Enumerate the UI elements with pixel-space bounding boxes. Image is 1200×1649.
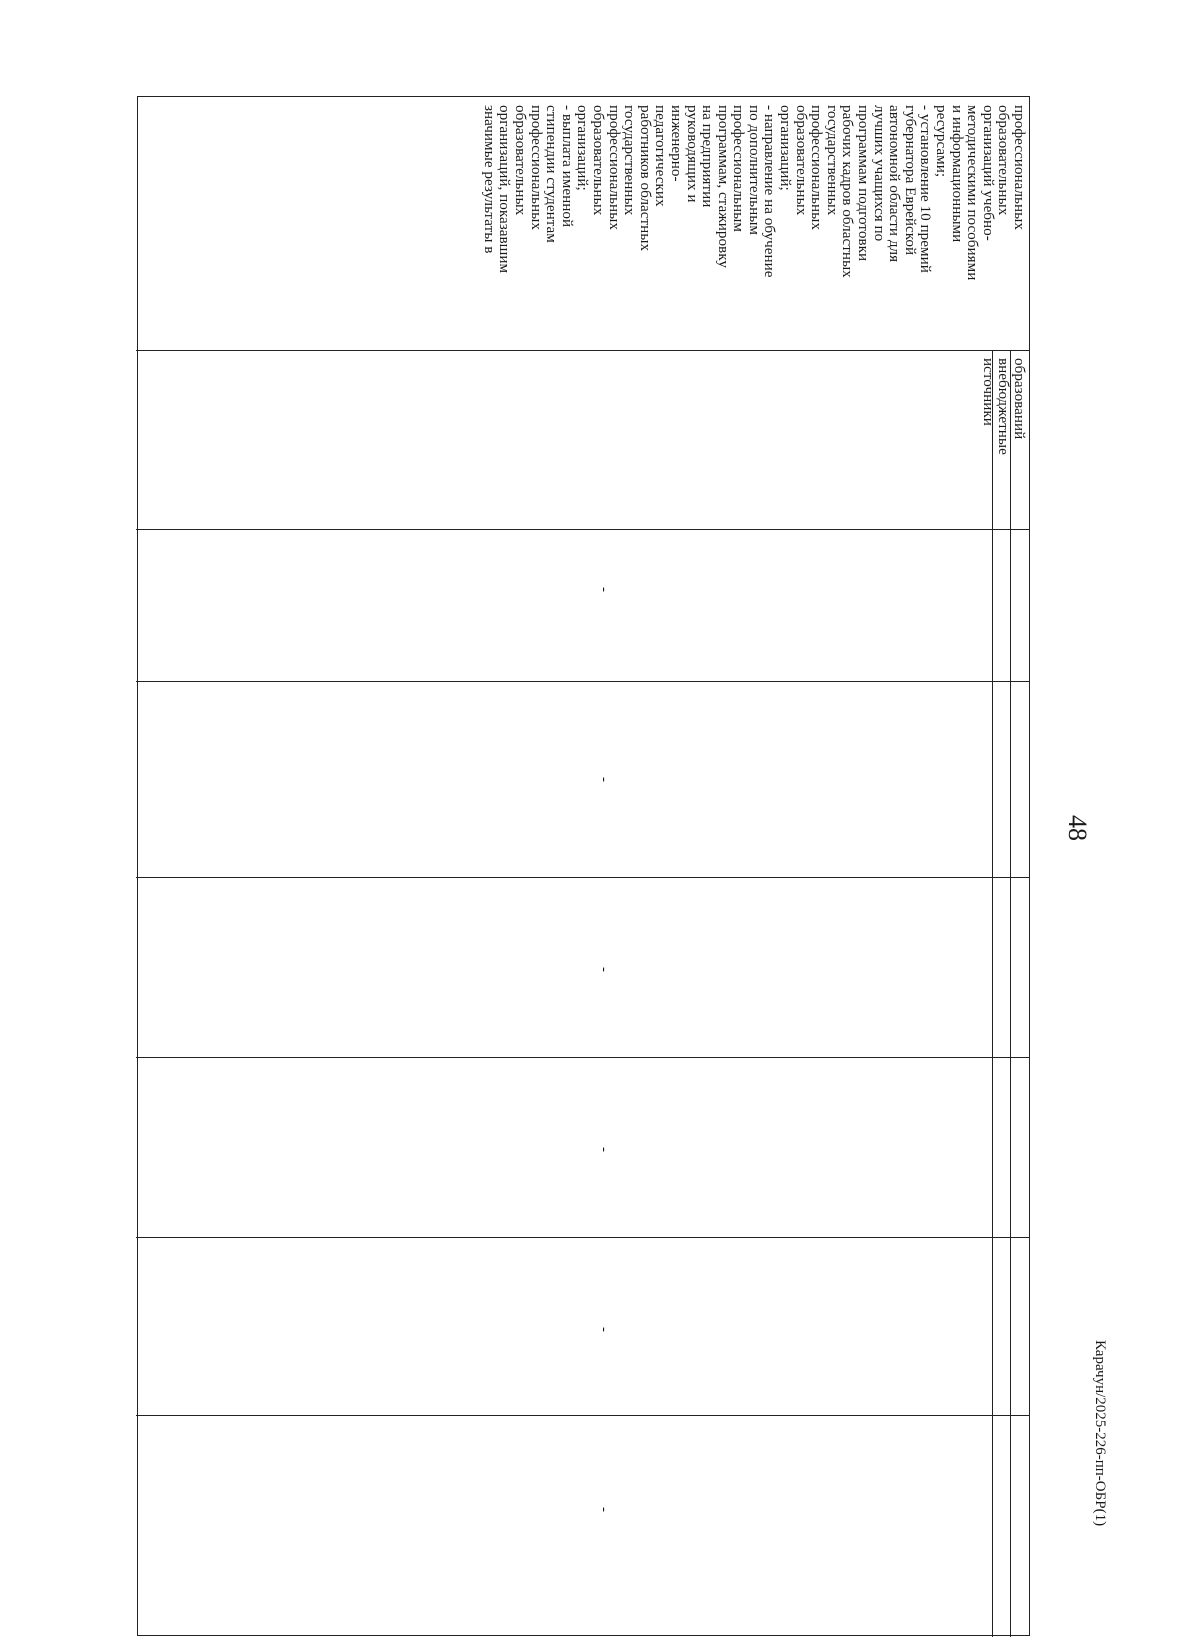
description-line: работников областных bbox=[636, 105, 654, 252]
description-line: руководящих и bbox=[683, 105, 701, 203]
table-vline bbox=[136, 877, 1029, 878]
description-line: образовательных bbox=[995, 105, 1013, 216]
description-line: профессиональных bbox=[1011, 105, 1028, 230]
table-vline bbox=[136, 681, 1029, 682]
description-line: образовательных bbox=[512, 105, 529, 216]
table-vline bbox=[136, 1237, 1029, 1238]
description-line: организаций; bbox=[574, 105, 592, 191]
description-line: профессиональных bbox=[605, 105, 623, 230]
description-line: значимые результаты в bbox=[480, 105, 498, 254]
description-line: губернатора Еврейской bbox=[901, 105, 919, 256]
description-line: инженерно- bbox=[667, 105, 685, 182]
source-line: образований bbox=[1011, 358, 1028, 440]
description-line: организаций, показавшим bbox=[496, 105, 514, 274]
description-line: - установление 10 премий bbox=[917, 105, 935, 273]
table-hline-second bbox=[992, 350, 993, 1637]
source-line: источники bbox=[979, 358, 997, 426]
description-line: стипендии студентам bbox=[543, 105, 561, 243]
description-line: по дополнительным bbox=[745, 105, 763, 236]
value-dash: - bbox=[596, 1327, 612, 1332]
description-line: организаций учебно- bbox=[979, 105, 997, 241]
description-line: профессиональных bbox=[808, 105, 826, 230]
description-line: и информационными bbox=[948, 105, 966, 243]
value-dash: - bbox=[596, 1507, 612, 1512]
table-vline bbox=[136, 1415, 1029, 1416]
value-dash: - bbox=[596, 587, 612, 592]
description-line: профессиональным bbox=[730, 105, 748, 232]
page-number: 48 bbox=[1063, 815, 1092, 841]
document-code: Карачун/2025-226-пп-ОБР(1) bbox=[1092, 1340, 1108, 1527]
description-line: ресурсами; bbox=[933, 105, 951, 178]
funding-source-cell bbox=[978, 354, 1029, 529]
description-line: педагогических bbox=[652, 105, 670, 207]
description-line: лучших учащихся по bbox=[870, 105, 888, 242]
value-dash: - bbox=[596, 967, 612, 972]
source-line: внебюджетные bbox=[995, 358, 1013, 455]
table-vline bbox=[136, 350, 1029, 351]
description-line: профессиональных bbox=[527, 105, 545, 230]
table-vline bbox=[136, 1057, 1029, 1058]
table-hline-top bbox=[1010, 350, 1011, 1637]
description-line: программам подготовки bbox=[855, 105, 873, 262]
description-line: организаций; bbox=[777, 105, 795, 191]
description-line: - направление на обучение bbox=[761, 105, 779, 278]
description-line: - выплата именной bbox=[558, 105, 576, 228]
measure-description-cell bbox=[136, 97, 1029, 350]
table-vline bbox=[136, 529, 1029, 530]
description-line: государственных bbox=[823, 105, 841, 216]
funding-table bbox=[137, 96, 1030, 1636]
description-line: рабочих кадров областных bbox=[839, 105, 857, 278]
description-line: на предприятии bbox=[699, 105, 717, 208]
description-line: программам, стажировку bbox=[714, 105, 732, 268]
value-dash: - bbox=[596, 1147, 612, 1152]
description-line: образовательных bbox=[792, 105, 810, 216]
description-line: методическими пособиями bbox=[964, 105, 982, 281]
description-line: образовательных bbox=[589, 105, 607, 216]
value-dash: - bbox=[596, 777, 612, 782]
description-line: автономной области для bbox=[886, 105, 904, 263]
description-line: государственных bbox=[621, 105, 639, 216]
